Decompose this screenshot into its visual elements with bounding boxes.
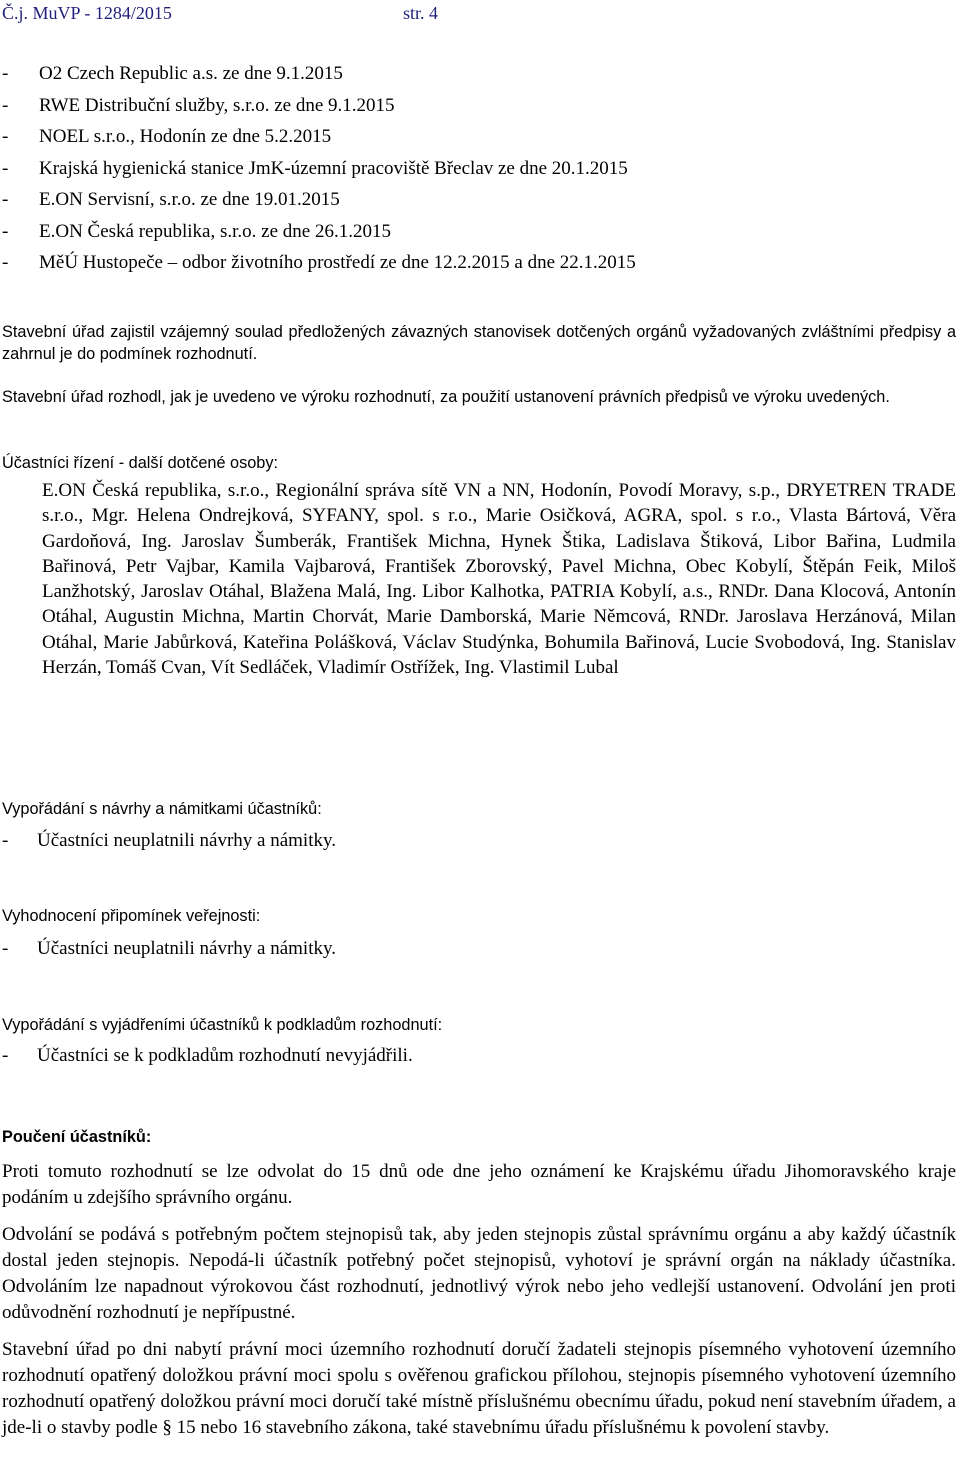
list-item: - Krajská hygienická stanice JmK-územní pracoviště Břeclav ze dne 20.1.2015 [2,157,628,179]
page-number: str. 4 [403,3,439,23]
public-comments-heading: Vyhodnocení připomínek veřejnosti: [2,907,261,925]
list-item: - MěÚ Hustopeče – odbor životního prostředí ze dne 12.2.2015 a dne 22.1.2015 [2,252,636,273]
participants-heading: Účastníci řízení - další dotčené osoby: [2,454,279,472]
proposals-item: - Účastníci neuplatnili návrhy a námitky. [2,830,336,851]
reference-number: Č.j. MuVP - 1284/2015 [2,3,172,23]
list-item: - NOEL s.r.o., Hodonín ze dne 5.2.2015 [2,126,332,147]
list-item: - RWE Distribuční služby, s.r.o. ze dne 9.1.2015 [2,94,395,116]
list-item: - E.ON Servisní, s.r.o. ze dne 19.01.2015 [2,189,340,210]
decision-paragraph: Stavební úřad rozhodl, jak je uvedeno ve výroku rozhodnutí, za použití ustanovení právních předpisů ve výroku uvedených. [2,388,890,406]
proposals-heading: Vypořádání s návrhy a námitkami účastníků: [2,800,322,818]
public-comments-item: - Účastníci neuplatnili návrhy a námitky. [2,938,336,959]
coordination-paragraph: Stavební úřad zajistil vzájemný soulad předložených závazných stanovisek dotčených orgánů vyžadovaných zvláštními předpisy a zahrnul je do podmínek rozhodnutí. [2,323,956,363]
list-item: - E.ON Česká republika, s.r.o. ze dne 26.1.2015 [2,220,391,242]
statements-heading: Vypořádání s vyjádřeními účastníků k podkladům rozhodnutí: [2,1016,443,1034]
instruction-paragraph-appeal-deadline: Proti tomuto rozhodnutí se lze odvolat do 15 dnů ode dne jeho oznámení ke Krajskému úřadu Jihomoravského kraje podáním u zdejšího správního orgánu. [2,1161,956,1208]
statements-item: - Účastníci se k podkladům rozhodnutí nevyjádřili. [2,1045,413,1066]
instruction-paragraph-delivery: Stavební úřad po dni nabytí právní moci územního rozhodnutí doručí žadateli stejnopis písemného vyhotovení územního rozhodnutí opatřený doložkou právní moci spolu s ověřenou grafickou přílohou, stejnopis písemného vyhotovení územního rozhodnutí opatřený doložkou právní moci doručí také místně příslušnému obecnímu úřadu, pokud není stavebním úřadem, a jde-li o stavby podle § 15 nebo 16 stavebního zákona, také stavebnímu úřadu příslušnému k povolení stavby. [2,1339,956,1438]
instruction-paragraph-appeal-copies: Odvolání se podává s potřebným počtem stejnopisů tak, aby jeden stejnopis zůstal správnímu orgánu a aby každý účastník dostal jeden stejnopis. Nepodá-li účastník potřebný počet stejnopisů, vyhotoví je správní orgán na náklady účastníka. Odvoláním lze napadnout výrokovou část rozhodnutí, jednotlivý výrok nebo jeho vedlejší ustanovení. Odvolání jen proti odůvodnění rozhodnutí je nepřípustné. [2,1224,956,1323]
list-item: - O2 Czech Republic a.s. ze dne 9.1.2015 [2,63,343,84]
opinions-list [2,58,956,279]
page-header [0,3,960,25]
participants-list: E.ON Česká republika, s.r.o., Regionální správa sítě VN a NN, Hodonín, Povodí Moravy, s.p., DRYETREN TRADE s.r.o., Mgr. Helena Ondrejková, SYFANY, spol. s r.o., Marie Osičková, AGRA, spol. s r.o., Vlasta Bártová, Věra Gardoňová, Ing. Jaroslav Šumberák, František Michna, Hynek Štika, Ladislava Štiková, Libor Bařina, Ludmila Bařinová, Petr Vajbar, Kamila Vajbarová, František Zborovský, Pavel Michna, Obec Kobylí, Štěpán Feik, Miloš Lanžhotský, Jaroslav Otáhal, Blažena Malá, Ing. Libor Kalhotka, PATRIA Kobylí, a.s., RNDr. Dana Klocová, Antonín Otáhal, Augustin Michna, Martin Chorvát, Marie Damborská, Marie Němcová, RNDr. Jaroslava Herzánová, Milan Otáhal, Marie Jabůrková, Kateřina Polášková, Václav Studýnka, Bohumila Bařinová, Lucie Svobodová, Ing. Stanislav Herzán, Tomáš Cvan, Vít Sedláček, Vladimír Ostřížek, Ing. Vlastimil Lubal [42,480,956,679]
instruction-heading: Poučení účastníků: [2,1128,152,1146]
